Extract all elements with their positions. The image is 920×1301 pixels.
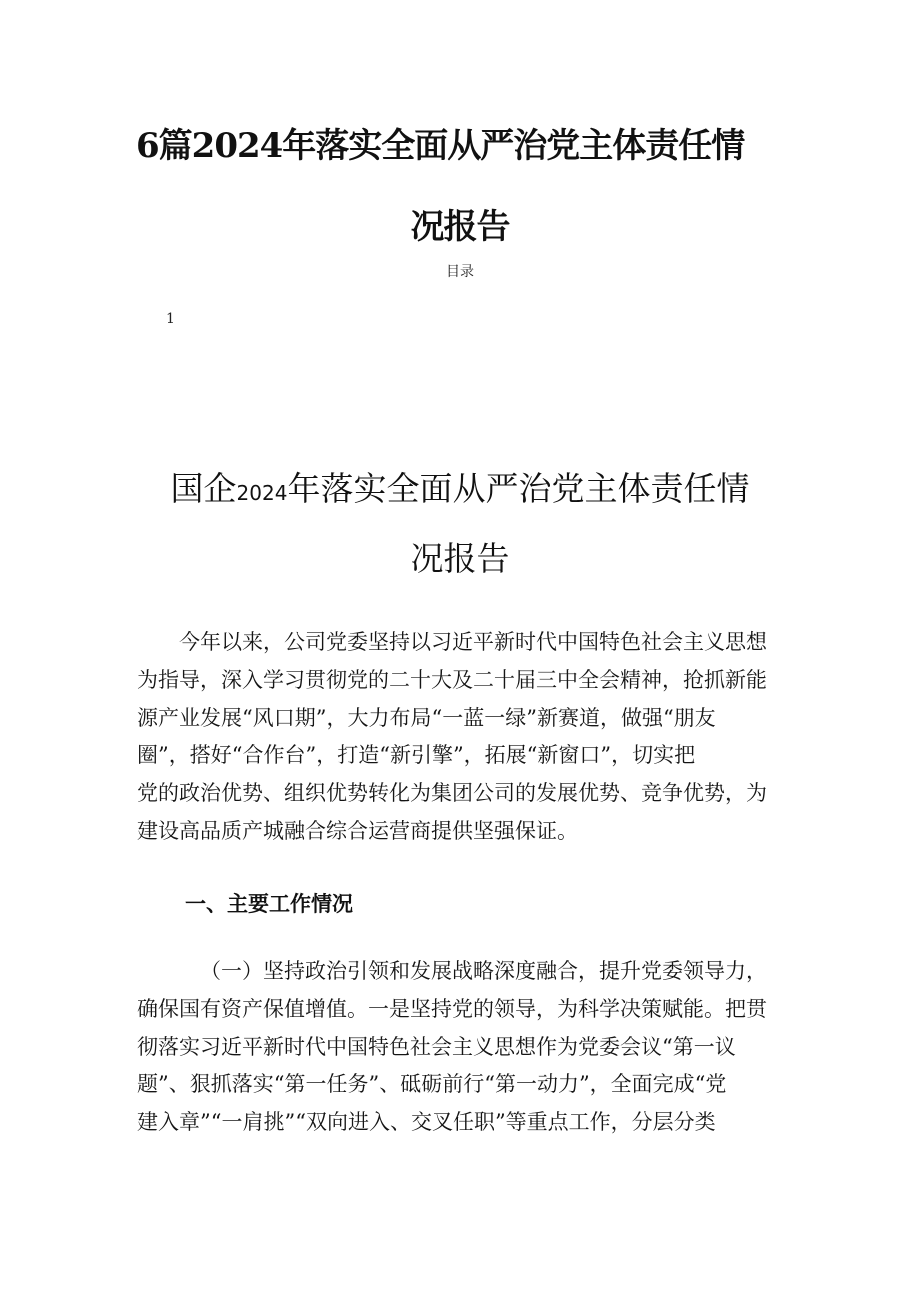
- table-of-contents-label: 目录: [446, 264, 474, 280]
- paragraph-line: 建设高品质产城融合综合运营商提供坚强保证。: [137, 818, 578, 843]
- document-title-rest: 年落实全面从严治党主体责任情: [287, 469, 750, 508]
- document-title-line1: [0, 463, 920, 510]
- document-title-prefix: 国企: [170, 469, 237, 508]
- document-title-year: 2024: [236, 481, 288, 505]
- paragraph-line: 党的政治优势、组织优势转化为集团公司的发展优势、竞争优势，为: [137, 781, 767, 806]
- paragraph-line: 确保国有资产保值增值。一是坚持党的领导，为科学决策赋能。把贯: [137, 996, 767, 1021]
- paragraph-line: 为指导，深入学习贯彻党的二十大及二十届三中全会精神，抢抓新能: [137, 667, 767, 692]
- intro-paragraph: [137, 624, 789, 851]
- cover-title-line1: 6篇2024年落实全面从严治党主体责任情: [136, 126, 745, 166]
- paragraph-line: 题”、狠抓落实“第一任务”、砥砺前行“第一动力”，全面完成“党: [137, 1072, 727, 1097]
- paragraph-line: 建入章”“一肩挑”“双向进入、交叉任职”等重点工作，分层分类: [137, 1110, 716, 1135]
- paragraph-line: 彻落实习近平新时代中国特色社会主义思想作为党委会议“第一议: [137, 1034, 736, 1059]
- cover-title-line2: 况报告: [410, 207, 510, 247]
- section1-paragraph: [137, 953, 789, 1142]
- paragraph-line: （一）坚持政治引领和发展战略深度融合，提升党委领导力，: [200, 959, 767, 983]
- paragraph-line: 今年以来，公司党委坚持以习近平新时代中国特色社会主义思想: [179, 630, 767, 654]
- paragraph-line: 圈”，搭好“合作台”，打造“新引擎”，拓展“新窗口”，切实把: [137, 743, 696, 768]
- paragraph-line: 源产业发展“风口期”，大力布局“一蓝一绿”新赛道，做强“朋友: [137, 705, 716, 730]
- section-heading: 一、主要工作情况: [185, 892, 353, 916]
- document-title-line2: 况报告: [410, 539, 510, 578]
- table-of-contents-page-number: 1: [166, 311, 175, 327]
